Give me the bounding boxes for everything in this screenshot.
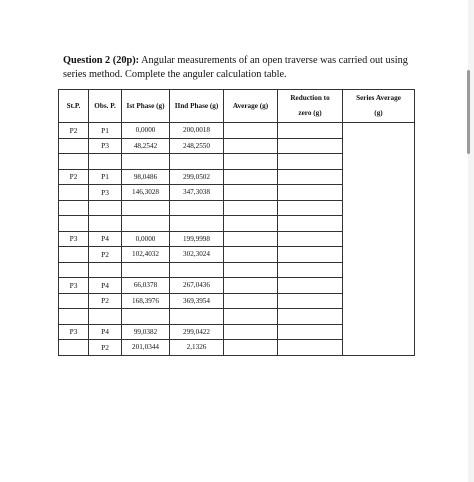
angular-calculation-table xyxy=(58,89,415,356)
observed-point-cell xyxy=(89,309,122,325)
question-label: Question 2 (20p): xyxy=(63,55,140,66)
second-phase-cell: 200,0018 xyxy=(170,123,224,139)
observed-point-cell: P4 xyxy=(89,324,122,340)
average-cell[interactable] xyxy=(224,138,278,154)
first-phase-cell xyxy=(122,309,170,325)
second-phase-cell: 299,0422 xyxy=(170,324,224,340)
first-phase-cell: 48,2542 xyxy=(122,138,170,154)
station-cell: P3 xyxy=(59,231,89,247)
reduction-cell[interactable] xyxy=(278,309,343,325)
reduction-cell[interactable] xyxy=(278,247,343,263)
observed-point-cell: P3 xyxy=(89,138,122,154)
observed-point-cell: P2 xyxy=(89,247,122,263)
station-cell xyxy=(59,200,89,216)
reduction-cell[interactable] xyxy=(278,154,343,170)
average-cell[interactable] xyxy=(224,293,278,309)
header-reduction-line1: Reduction to xyxy=(290,94,330,102)
second-phase-cell xyxy=(170,216,224,232)
station-cell xyxy=(59,216,89,232)
station-cell: P3 xyxy=(59,278,89,294)
average-cell[interactable] xyxy=(224,309,278,325)
observed-point-cell xyxy=(89,154,122,170)
observed-point-cell: P4 xyxy=(89,278,122,294)
header-series-line2: (g) xyxy=(374,109,383,117)
station-cell: P2 xyxy=(59,123,89,139)
first-phase-cell xyxy=(122,200,170,216)
second-phase-cell: 2,1326 xyxy=(170,340,224,356)
observed-point-cell: P4 xyxy=(89,231,122,247)
second-phase-cell: 369,3954 xyxy=(170,293,224,309)
average-cell[interactable] xyxy=(224,216,278,232)
station-cell xyxy=(59,247,89,263)
station-cell xyxy=(59,138,89,154)
table-header-row xyxy=(59,90,415,123)
table-row xyxy=(59,123,415,139)
second-phase-cell: 248,2550 xyxy=(170,138,224,154)
series-average-cell[interactable] xyxy=(343,123,415,356)
reduction-cell[interactable] xyxy=(278,123,343,139)
first-phase-cell xyxy=(122,262,170,278)
station-cell xyxy=(59,340,89,356)
station-cell: P3 xyxy=(59,324,89,340)
first-phase-cell: 102,4032 xyxy=(122,247,170,263)
second-phase-cell: 199,9998 xyxy=(170,231,224,247)
observed-point-cell: P1 xyxy=(89,169,122,185)
second-phase-cell: 302,3024 xyxy=(170,247,224,263)
observed-point-cell: P2 xyxy=(89,340,122,356)
first-phase-cell xyxy=(122,154,170,170)
header-average: Average (g) xyxy=(224,90,278,123)
average-cell[interactable] xyxy=(224,231,278,247)
header-second-phase: IInd Phase (g) xyxy=(170,90,224,123)
station-cell xyxy=(59,154,89,170)
first-phase-cell: 66,0378 xyxy=(122,278,170,294)
average-cell[interactable] xyxy=(224,185,278,201)
station-cell xyxy=(59,293,89,309)
reduction-cell[interactable] xyxy=(278,278,343,294)
reduction-cell[interactable] xyxy=(278,185,343,201)
station-cell xyxy=(59,262,89,278)
reduction-cell[interactable] xyxy=(278,169,343,185)
average-cell[interactable] xyxy=(224,154,278,170)
first-phase-cell: 0,0000 xyxy=(122,231,170,247)
header-reduction-line2: zero (g) xyxy=(298,109,322,117)
second-phase-cell xyxy=(170,309,224,325)
reduction-cell[interactable] xyxy=(278,324,343,340)
average-cell[interactable] xyxy=(224,169,278,185)
second-phase-cell: 267,0436 xyxy=(170,278,224,294)
first-phase-cell: 168,3976 xyxy=(122,293,170,309)
second-phase-cell xyxy=(170,262,224,278)
second-phase-cell: 299,0502 xyxy=(170,169,224,185)
reduction-cell[interactable] xyxy=(278,231,343,247)
station-cell xyxy=(59,309,89,325)
table-body xyxy=(59,123,415,356)
average-cell[interactable] xyxy=(224,247,278,263)
header-series-line1: Series Average xyxy=(356,94,401,102)
reduction-cell[interactable] xyxy=(278,200,343,216)
reduction-cell[interactable] xyxy=(278,262,343,278)
average-cell[interactable] xyxy=(224,340,278,356)
second-phase-cell xyxy=(170,154,224,170)
header-observed-point: Obs. P. xyxy=(89,90,122,123)
first-phase-cell: 201,0344 xyxy=(122,340,170,356)
second-phase-cell xyxy=(170,200,224,216)
average-cell[interactable] xyxy=(224,324,278,340)
observed-point-cell: P2 xyxy=(89,293,122,309)
first-phase-cell: 0,0000 xyxy=(122,123,170,139)
observed-point-cell xyxy=(89,200,122,216)
header-reduction-to-zero xyxy=(278,90,343,123)
second-phase-cell: 347,3038 xyxy=(170,185,224,201)
first-phase-cell xyxy=(122,216,170,232)
question-text xyxy=(63,54,418,81)
reduction-cell[interactable] xyxy=(278,138,343,154)
header-first-phase: Ist Phase (g) xyxy=(122,90,170,123)
reduction-cell[interactable] xyxy=(278,340,343,356)
first-phase-cell: 146,3028 xyxy=(122,185,170,201)
observed-point-cell xyxy=(89,262,122,278)
vertical-scrollbar[interactable] xyxy=(467,70,470,154)
observed-point-cell: P1 xyxy=(89,123,122,139)
station-cell xyxy=(59,185,89,201)
first-phase-cell: 98,0486 xyxy=(122,169,170,185)
reduction-cell[interactable] xyxy=(278,216,343,232)
reduction-cell[interactable] xyxy=(278,293,343,309)
average-cell[interactable] xyxy=(224,200,278,216)
average-cell[interactable] xyxy=(224,123,278,139)
observed-point-cell: P3 xyxy=(89,185,122,201)
header-station: St.P. xyxy=(59,90,89,123)
first-phase-cell: 99,0382 xyxy=(122,324,170,340)
average-cell[interactable] xyxy=(224,262,278,278)
station-cell: P2 xyxy=(59,169,89,185)
observed-point-cell xyxy=(89,216,122,232)
header-series-average xyxy=(343,90,415,123)
average-cell[interactable] xyxy=(224,278,278,294)
question-body: Angular measurements of an open traverse was carried out using series method. Complete the anguler calculation table. xyxy=(63,55,408,80)
